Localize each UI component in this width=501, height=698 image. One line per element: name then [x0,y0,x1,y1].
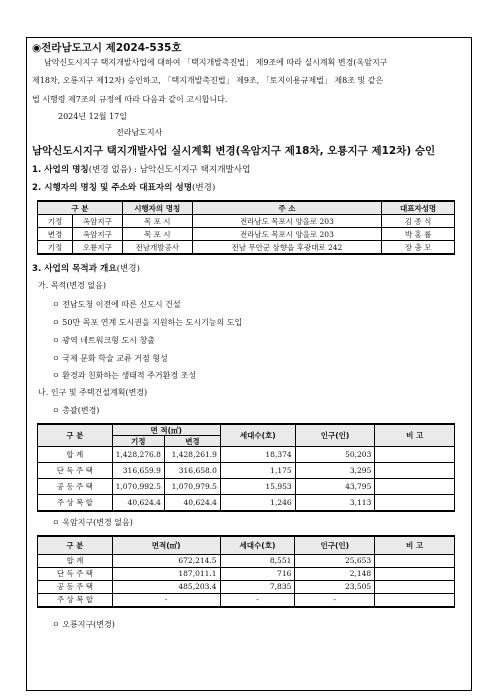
col-header-population: 인구(인) [295,536,375,554]
col-header-area: 면 적(㎡) [112,424,220,436]
purpose-item: ㅇ 환경과 친화하는 생태적 주거환경 조성 [52,371,197,380]
table-cell: 오룡지구 [72,241,122,255]
table-row [38,495,455,511]
table-cell: 기정 [38,215,73,228]
table-cell: 단 독 주 택 [38,463,113,479]
table-row [38,215,455,228]
table-cell: 40,624.4 [112,495,164,511]
table-cell: - [295,593,375,607]
table-cell: 8,551 [220,554,295,567]
table-cell: 3,295 [295,463,375,479]
table-cell [375,593,455,607]
table-cell: 2,148 [295,567,375,580]
table-cell [375,567,455,580]
table-cell: 전남개발공사 [122,241,192,255]
implementer-header-row [38,201,455,215]
table-cell: 187,011.1 [112,567,220,580]
okam-header-row [38,536,455,554]
table-cell: 김 종 식 [382,215,455,228]
table-row [38,554,455,567]
section-2-heading [32,181,215,193]
table-cell: 1,428,261.9 [164,447,220,463]
col-header-area: 면적(㎡) [112,536,220,554]
purpose-item: ㅇ 50만 목포 연계 도시권을 지원하는 도시기능의 도입 [52,318,243,327]
col-header-gubun: 구 분 [38,424,113,447]
col-header-address: 주 소 [192,201,382,215]
table-cell: 7,835 [220,580,295,593]
section-3-paren: (변경) [116,264,140,274]
notice-body-line-3: 법 시행령 제7조의 규정에 따라 다음과 같이 고시합니다. [32,95,228,104]
section-2-label: 2. 시행자의 명칭 및 주소와 대표자의 성명 [32,183,193,193]
table-cell: 변경 [38,228,73,241]
section-3-sub-a: 가. 목적(변경 없음) [38,281,106,290]
table-cell: 합 계 [38,447,113,463]
table-cell: 3,113 [295,495,375,511]
col-header-population: 인구(인) [295,424,375,447]
table-cell [375,580,455,593]
overview-table [37,423,455,512]
table-cell: 25,653 [295,554,375,567]
table-cell: - [220,593,295,607]
col-header-representative: 대표자성명 [382,201,455,215]
table-cell: 316,659.9 [112,463,164,479]
table-row [38,593,455,607]
section-3-heading [32,262,140,274]
table-cell: 15,953 [220,479,295,495]
table-cell: 공 동 주 택 [38,580,113,593]
table-cell: 1,175 [220,463,295,479]
table-row [38,567,455,580]
col-header-area-old: 기정 [112,436,164,447]
table-cell: 1,428,276.8 [112,447,164,463]
table-cell: 전남 무안군 삼향읍 후광대로 242 [192,241,382,255]
section-1 [32,163,250,175]
table-cell: 주 상 복 합 [38,593,113,607]
table-cell: 716 [220,567,295,580]
table-cell: 기정 [38,241,73,255]
table-cell: 옥암지구 [72,228,122,241]
section-3-label: 3. 사업의 목적과 개요 [32,264,117,274]
purpose-item: ㅇ 전남도청 이전에 따른 신도시 건설 [52,300,181,309]
section-1-label: 1. 사업의 명칭 [32,165,89,175]
section-2-paren: (변경) [192,183,216,193]
col-header-gubun: 구 분 [38,536,113,554]
table-row [38,580,455,593]
table-cell: 공 동 주 택 [38,479,113,495]
table-cell: 43,795 [295,479,375,495]
notice-body-line-1: 남악신도시지구 택지개발사업에 대하여 「택지개발촉진법」 제9조에 따라 실시계획 변경(옥암지구 [44,58,388,67]
table-cell: 50,203 [295,447,375,463]
col-header-name: 시행자의 명칭 [122,201,192,215]
table-cell: 40,624.4 [164,495,220,511]
table-cell [375,447,455,463]
table-cell: 316,658.0 [164,463,220,479]
notice-issuer: 전라남도지사 [116,128,163,137]
purpose-item: ㅇ 광역 네트워크형 도시 창출 [52,336,155,345]
table-cell: 1,070,979.5 [164,479,220,495]
table-cell: 672,214.5 [112,554,220,567]
table-row [38,241,455,255]
section-3-sub-b: 나. 인구 및 주택건설계획(변경) [38,388,148,397]
table-cell: 전라남도 목포시 양을로 203 [192,215,382,228]
table-cell: - [112,593,220,607]
col-header-households: 세대수(호) [220,424,295,447]
overview-header-row [38,424,455,436]
table-cell: 옥암지구 [72,215,122,228]
table-cell: 18,374 [220,447,295,463]
section-1-rest: (변경 없음) : 남악신도시지구 택지개발사업 [88,165,251,175]
oryong-label: ㅇ 오룡지구(변경) [52,620,115,629]
table-cell [375,495,455,511]
table-cell: 목 포 시 [122,228,192,241]
table-row [38,479,455,495]
table-cell [375,554,455,567]
table-row [38,447,455,463]
table-cell: 합 계 [38,554,113,567]
table-cell: 1,070,992.5 [112,479,164,495]
notice-date: 2024년 12월 17일 [58,112,127,121]
notice-title: ◉전라남도고시 제2024-535호 [32,42,182,54]
table-cell: 23,505 [295,580,375,593]
notice-headline: 남악신도시지구 택지개발사업 실시계획 변경(옥암지구 제18차, 오룡지구 제12차) 승인 [32,145,436,157]
okam-table [37,535,455,608]
col-header-note: 비 고 [375,424,455,447]
col-header-households: 세대수(호) [220,536,295,554]
table-cell: 485,203.4 [112,580,220,593]
table-cell [375,479,455,495]
col-header-area-new: 변경 [164,436,220,447]
table-cell: 목 포 시 [122,215,192,228]
implementer-table [37,200,455,255]
notice-body-line-2: 제18차, 오룡지구 제12차) 승인하고, 「택지개발촉진법」 제9조, 「토지이용규제법」 제8조 및 같은 [32,76,384,85]
table-cell: 장 충 모 [382,241,455,255]
table-row [38,228,455,241]
table-cell: 주 상 복 합 [38,495,113,511]
overview-label: ㅇ 총괄(변경) [52,406,100,415]
table-row [38,463,455,479]
okam-label: ㅇ 옥암지구(변경 없음) [52,518,133,527]
purpose-item: ㅇ 국제 문화 학술 교류 거점 형성 [52,354,168,363]
col-header-gubun: 구 분 [38,201,123,215]
table-cell [375,463,455,479]
col-header-note: 비 고 [375,536,455,554]
table-cell: 전라남도 목포시 양을로 203 [192,228,382,241]
table-cell: 단 독 주 택 [38,567,113,580]
table-cell: 박 홍 률 [382,228,455,241]
table-cell: 1,246 [220,495,295,511]
